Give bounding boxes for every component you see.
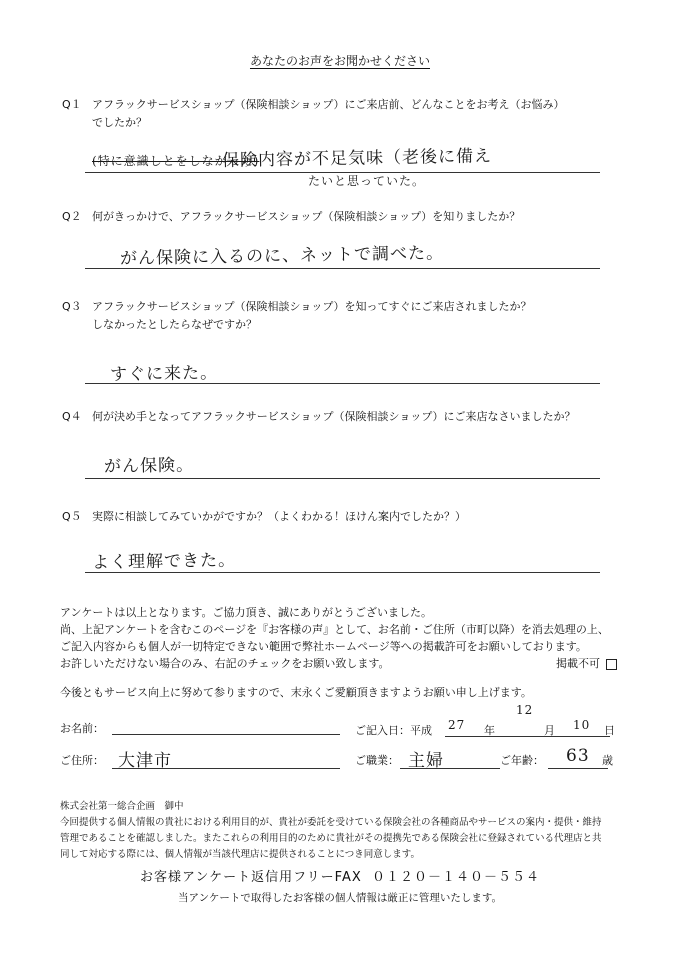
q3-text-line1: アフラックサービスショップ（保険相談ショップ）を知ってすぐにご来店されましたか？	[92, 300, 532, 313]
q2-number: Q２	[62, 210, 82, 223]
q5-text-line1: 実際に相談してみていかがですか？（よくわかる！ほけん案内でしたか？）	[92, 510, 466, 523]
q4-answer-line	[85, 478, 600, 479]
address-field[interactable]	[112, 768, 340, 769]
q5-answer: よく理解できた。	[91, 550, 237, 573]
q4-answer: がん保険。	[103, 455, 195, 477]
date-year: 27	[448, 718, 466, 732]
date-day: 10	[573, 718, 591, 732]
q3-text-line2: しなかったとしたらなぜですか？	[92, 318, 257, 331]
date-month: 12	[516, 703, 534, 717]
notice-line1: アンケートは以上となります。ご協力頂き、誠にありがとうございました。	[60, 606, 433, 619]
address-value: 大津市	[118, 751, 172, 771]
fax-line	[0, 866, 680, 885]
age-value: 63	[566, 746, 590, 766]
opt-out-checkbox[interactable]	[606, 659, 617, 670]
q4-number: Q４	[62, 410, 82, 423]
q1-number: Q１	[62, 98, 82, 111]
q4-text-line1: 何が決め手となってアフラックサービスショップ（保険相談ショップ）にご来店なさいましたか？	[92, 410, 576, 423]
age-field[interactable]	[548, 768, 608, 769]
date-day-unit: 日	[604, 724, 615, 737]
occupation-label: ご職業：	[355, 754, 399, 767]
q1-text-line2: でしたか？	[92, 116, 147, 129]
q3-answer-line	[85, 383, 600, 384]
q2-answer: がん保険に入るのに、ネットで調べた。	[119, 243, 445, 269]
q5-number: Q５	[62, 510, 82, 523]
occupation-field[interactable]	[400, 768, 500, 769]
date-label: ご記入日：平成	[355, 724, 432, 737]
q1-answer: 保険内容が不足気味（老後に備え	[221, 146, 493, 171]
q5-answer-line	[85, 572, 600, 573]
company-name: 株式会社第一総合企画 御中	[60, 801, 184, 812]
privacy-line1: 今回提供する個人情報の貴社における利用目的が、貴社が委託を受けている保険会社の各種商品やサービスの案内・提供・維持	[60, 817, 602, 828]
notice-line3: ご記入内容からも個人が一切特定できない範囲で弊社ホームページ等への掲載許可をお願いしております。	[60, 640, 587, 653]
closing-text: 今後ともサービス向上に努めて参りますので、末永くご愛顧頂きますようお願い申し上げます。	[60, 686, 532, 699]
date-field-line	[445, 736, 610, 737]
date-month-unit: 月	[544, 724, 555, 737]
name-label: お名前：	[60, 722, 104, 735]
name-field[interactable]	[112, 734, 340, 735]
footer-note: 当アンケートで取得したお客様の個人情報は厳正に管理いたします。	[177, 892, 503, 904]
q2-answer-line	[85, 268, 600, 269]
q1-text-line1: アフラックサービスショップ（保険相談ショップ）にご来店前、どんなことをお考え（お悩み）	[92, 98, 565, 111]
q1-struck-answer: (特に意識しとをしなかった)	[92, 154, 260, 168]
q3-answer: すぐに来た。	[109, 363, 219, 385]
age-label: ご年齢：	[500, 754, 544, 767]
privacy-line3: 同して対応する際には、個人情報が当該代理店に提供されることにつき同意します。	[60, 849, 421, 860]
q1-answer-line	[85, 172, 600, 173]
q1-answer-cont: たいと思っていた。	[308, 174, 426, 188]
occupation-value: 主婦	[408, 751, 444, 771]
privacy-line2: 管理であることを確認しました。またこれらの利用目的のために貴社がその提携先である保険会社に登録されている代理店と共	[60, 833, 602, 844]
opt-out[interactable]	[556, 655, 617, 671]
fax-label: お客様アンケート返信用フリーFAX	[139, 870, 362, 885]
q2-text-line1: 何がきっかけで、アフラックサービスショップ（保険相談ショップ）を知りましたか？	[92, 210, 521, 223]
fax-number: ０１２０－１４０－５５４	[372, 870, 541, 885]
notice-line2: 尚、上記アンケートを含むこのページを『お客様の声』として、お名前・ご住所（市町以降）を消去処理の上、	[60, 623, 609, 636]
address-label: ご住所：	[60, 754, 104, 767]
page-title: あなたのお声をお聞かせください	[249, 54, 430, 68]
age-unit: 歳	[602, 754, 613, 767]
date-year-unit: 年	[484, 724, 495, 737]
notice-line4: お許しいただけない場合のみ、右記のチェックをお願い致します。	[60, 657, 390, 670]
q3-number: Q３	[62, 300, 82, 313]
opt-out-label: 掲載不可	[556, 657, 600, 670]
